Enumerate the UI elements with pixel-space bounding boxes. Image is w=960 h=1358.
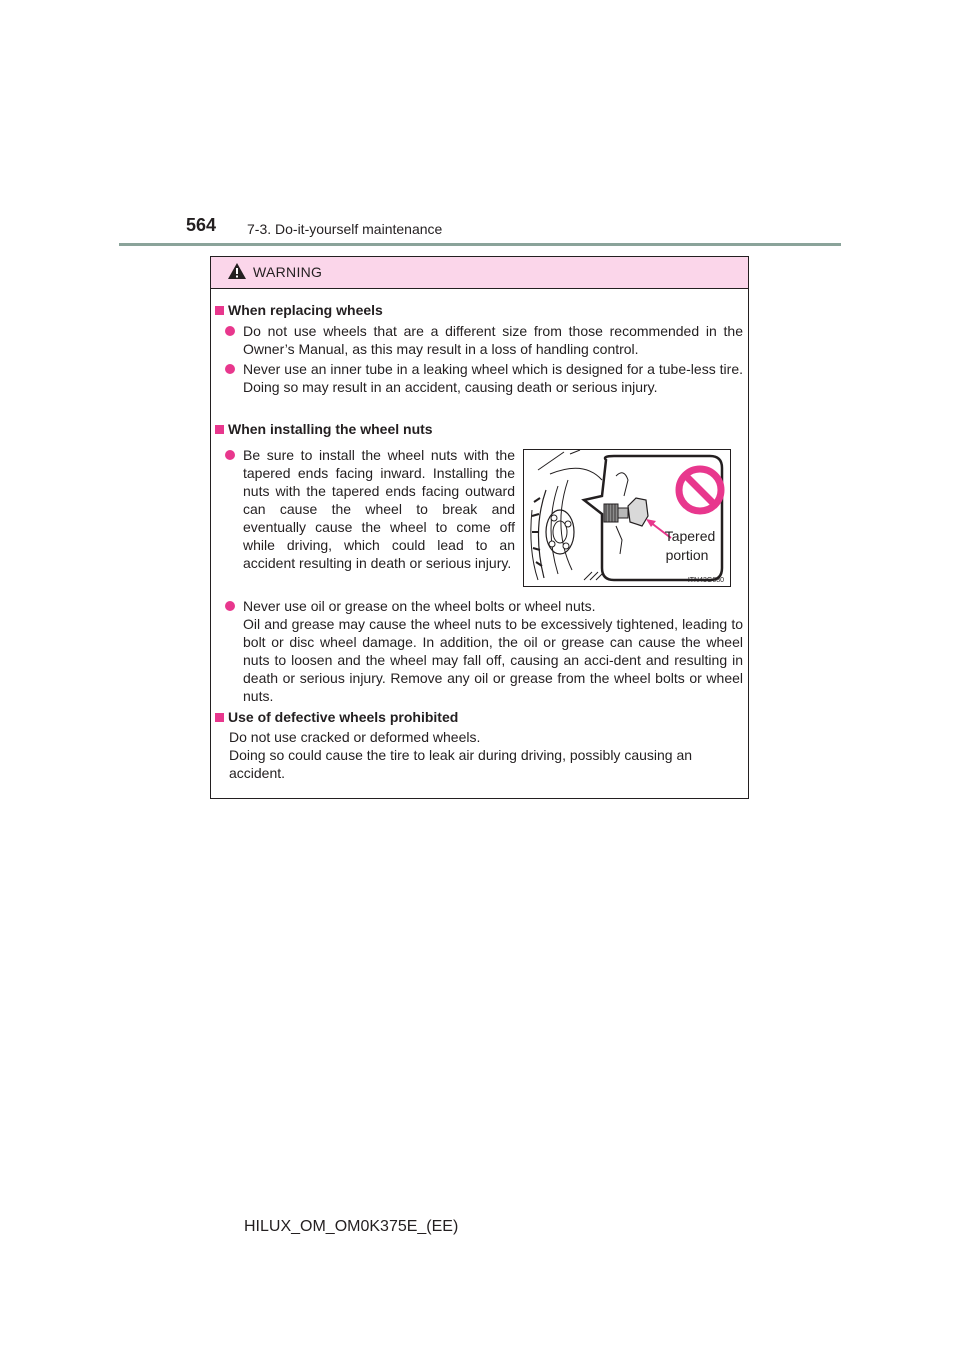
warning-box: [210, 256, 749, 799]
square-bullet-icon: [215, 425, 224, 434]
wheel-nut-illustration: [523, 449, 731, 587]
bullet-continuation: [225, 615, 743, 705]
bullet-item: [225, 597, 743, 615]
heading-text: When replacing wheels: [228, 302, 383, 318]
square-bullet-icon: [215, 713, 224, 722]
warning-triangle-icon: [227, 262, 247, 280]
callout-line-2: portion: [665, 547, 709, 563]
section-heading-replacing-wheels: [215, 302, 383, 318]
section-title: 7-3. Do-it-yourself maintenance: [247, 221, 443, 237]
bullet-text: Be sure to install the wheel nuts with the tapered ends facing inward. Installing the nuts with the tapered ends facing outward can cause the wheel to break and eventually cause the wheel to come off while driving, which could lead to an accident resulting in death or serious injury.: [243, 447, 515, 571]
bullet-text: Never use an inner tube in a leaking wheel which is designed for a tube-less tire. Doing so may result in an accident, causing death or serious injury.: [243, 361, 743, 395]
heading-text: Use of defective wheels prohibited: [228, 709, 459, 725]
warning-header: [211, 257, 748, 289]
body-text: Do not use cracked or deformed wheels.: [229, 729, 481, 745]
round-bullet-icon: [225, 601, 235, 611]
round-bullet-icon: [225, 450, 235, 460]
header-divider: [119, 243, 841, 246]
bullet-text: Do not use wheels that are a different size from those recommended in the Owner’s Manual, as this may result in a loss of handling control.: [243, 323, 743, 357]
round-bullet-icon: [225, 326, 235, 336]
heading-text: When installing the wheel nuts: [228, 421, 433, 437]
section-heading-installing-nuts: [215, 421, 433, 437]
illustration-code: ITN43G080: [687, 577, 724, 584]
callout-line-1: Tapered: [664, 528, 716, 544]
bullet-item: [225, 446, 515, 572]
bullet-text: Oil and grease may cause the wheel nuts to be excessively tightened, leading to bolt or disc wheel damage. In addition, the oil or grease can cause the wheel nuts to loosen and the wheel may fall off, causing an acci-dent and resulting in death or serious injury. Remove any oil or grease from the wheel bolts or wheel nuts.: [243, 616, 743, 704]
warning-label: WARNING: [253, 264, 323, 280]
round-bullet-icon: [225, 364, 235, 374]
bullet-item: [225, 322, 743, 358]
bullet-text: Never use oil or grease on the wheel bolts or wheel nuts.: [243, 598, 596, 614]
body-text: Doing so could cause the tire to leak air during driving, possibly causing an accident.: [229, 747, 693, 781]
bullet-item: [225, 360, 743, 396]
square-bullet-icon: [215, 306, 224, 315]
wheel-nut-drawing: [524, 450, 730, 586]
page-number: 564: [186, 215, 217, 235]
section-heading-defective-wheels: [215, 709, 458, 725]
document-id: HILUX_OM_OM0K375E_(EE): [244, 1218, 459, 1235]
